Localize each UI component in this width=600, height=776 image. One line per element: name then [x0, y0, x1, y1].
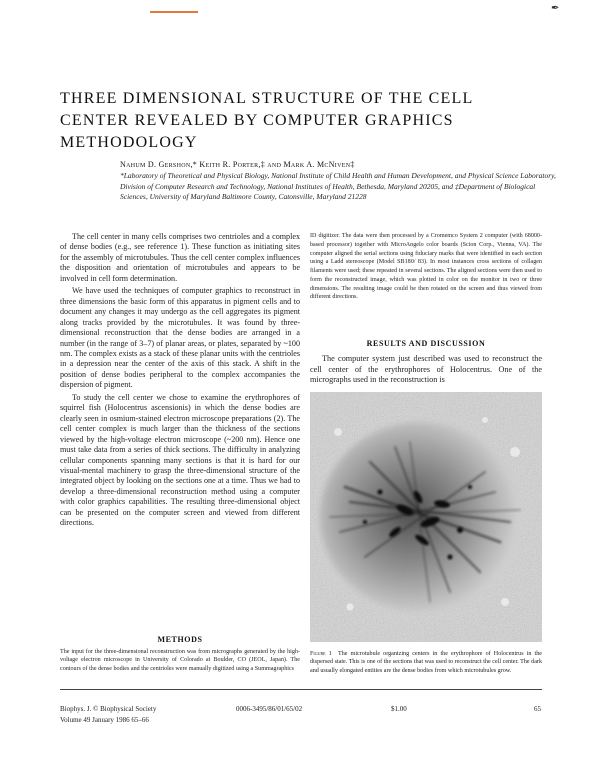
footer-journal: Biophys. J. © Biophysical Society	[60, 705, 157, 713]
micrograph-figure	[310, 392, 542, 642]
corner-mark-icon: ✒	[551, 3, 560, 14]
results-text-block	[310, 354, 542, 386]
footer-price: $1.00	[391, 705, 407, 713]
footer-rule	[60, 689, 542, 690]
methods-paragraph: The input for the three-dimensional reconstruction was from micrographs generated by the high-voltage electron microscope in University of Colorado at Boulder, CO (JEOL, Japan). The contours of the dense bodies and the centrioles were manually digitized using a Summagraphics	[60, 649, 300, 672]
figure-caption	[310, 650, 542, 675]
footer-page-number: 65	[534, 705, 541, 713]
intro-paragraph-3: To study the cell center we chose to examine the erythrophores of squirrel fish (Holocentrus ascensionis) in which the dense bodies are clearly seen in osmium-stained electron microscope preparations (2). The cell center complex is much larger than the thickness of the sections viewed by the high-voltage electron microscope (~200 nm). Hence one must take data from a series of thick sections. The difficulty in analyzing cellular components spanning many sections is that it is hard for our visual-mental machinery to grasp the three-dimensional structure of the integrated object by looking on the sections one at a time. Thus we had to develop a three-dimensional reconstruction method using a computer with color graphics capabilities. The resulting three-dimensional object can be presented on the computer screen and viewed from different directions.	[60, 392, 300, 528]
author-list: Nahum D. Gershon,* Keith R. Porter,‡ and Mark A. McNiven‡	[120, 160, 355, 169]
article-title: THREE DIMENSIONAL STRUCTURE OF THE CELL CENTER REVEALED BY COMPUTER GRAPHICS METHODOLOGY	[60, 90, 473, 151]
intro-paragraph-1: The cell center in many cells comprises two centrioles and a complex of dense bodies (e.g., see reference 1). These function as initiating sites for the assembly of microtubules. Thus the cell center complex influences the disposition and orientation of microtubules and appears to be involved in cell form determination.	[60, 232, 300, 283]
methods-continued-block	[310, 232, 542, 302]
micrograph-image	[310, 392, 542, 642]
header-accent-bar	[150, 11, 198, 13]
footer-issn: 0006-3495/86/01/65/02	[236, 705, 303, 713]
results-paragraph: The computer system just described was used to reconstruct the cell center of the erythrophores of Holocentrus. One of the micrographs used in the reconstruction is	[310, 354, 542, 385]
intro-paragraph-2: We have used the techniques of computer graphics to reconstruct in three dimensions the basic form of this apparatus in pigment cells and to document any changes it may undergo as the cell aggregates its pigment along tracks provided by the microtubules. It was found by three-dimensional reconstruction that the dense bodies are arranged in a number (in the range of 3–7) of planar areas, or plates, separated by ~100 nm. The complex exists as a stack of these planar units with the centrioles in a depression near the center of the axis of this stack. A shift in the position of dense bodies peripheral to the complex accompanies the dispersion of pigment.	[60, 286, 300, 390]
figure-caption-text: The microtubule organizing centers in the erythrophore of Holocentrus in the dispersed state. This is one of the sections that was used to reconstruct the cell center. The dark and usually elongated entities are the dense bodies from which microtubules grow.	[310, 651, 542, 674]
figure-caption-label: Figure 1	[310, 651, 332, 657]
intro-column	[60, 232, 300, 529]
methods-heading: METHODS	[157, 635, 203, 644]
methods-text-block	[60, 648, 300, 673]
methods-continued-paragraph: ID digitizer. The data were then processed by a Cromemco System 2 computer (with 68000-based processor) together with MicroAngelo color boards (Scion Corp., Vienna, VA). The computer aligned the serial sections using fiduciary marks that were identified in each section using a Ladd stereoscope (Model SB180/ 83). In most instances cross sections of collagen filaments were used; these repeated in several sections. The aligned sections were then used to form the reconstructed image, which was plotted in color on the monitor in two or three dimensions. The resulting image could be then rotated on the screen and thus viewed from different directions.	[310, 233, 542, 301]
author-affiliations: *Laboratory of Theoretical and Physical Biology, National Institute of Child Health and Human Development, and Physical Science Laboratory, Division of Computer Research and Technology, National Institutes of Health, Bethesda, Maryland 20205, and ‡Department of Biological Sciences, University of Maryland Baltimore County, Catonsville, Maryland 21228	[120, 171, 556, 201]
results-heading: RESULTS AND DISCUSSION	[366, 339, 486, 348]
footer-volume: Volume 49 January 1986 65–66	[60, 716, 149, 724]
